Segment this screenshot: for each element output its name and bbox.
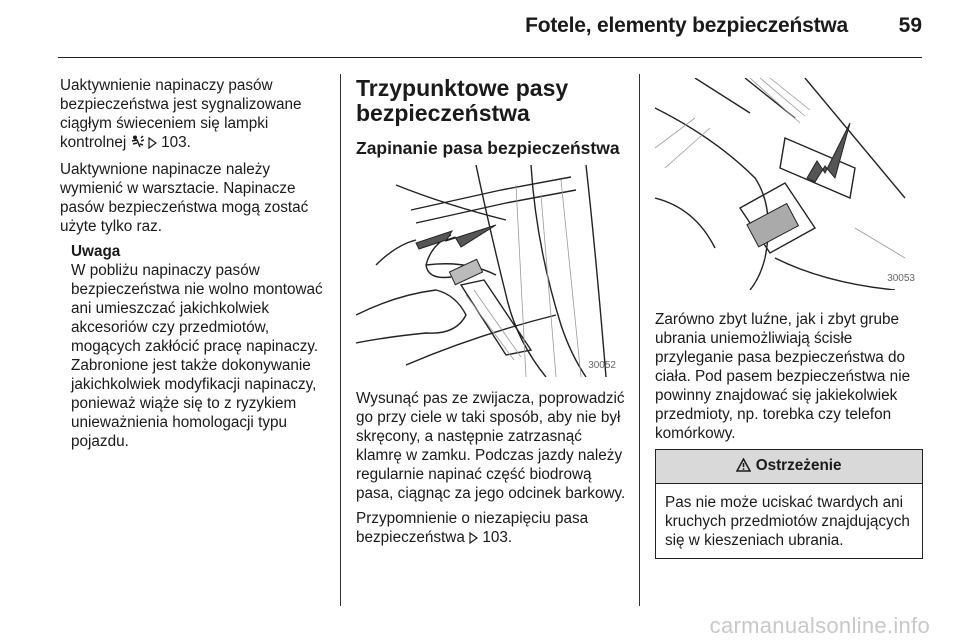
seatbelt-buckle-illustration [655,78,919,290]
watermark-text: carmanualsonline.info [709,613,930,638]
page-reference-arrow-icon [469,530,478,549]
note-block [71,242,330,451]
paragraph [356,509,626,549]
page-reference: 103. [161,134,191,151]
page-number: 59 [898,14,922,37]
warning-header [656,450,922,484]
figure-code: 30052 [588,360,616,371]
header-rule [58,57,922,58]
page-reference: 103. [482,529,513,546]
section-title: Trzypunktowe pasy bezpieczeństwa [356,75,569,126]
paragraph: Wysunąć pas ze zwijacza, poprowadzić go przy ciele w taki sposób, aby nie był skręcony, a następnie zatrzasnąć klamrę w zamku. Podczas jazdy należy regularnie napinać część biodrową pasa, ciągnąc za jego odcinek barkowy. [356,390,626,502]
figure-fastening-seatbelt [356,165,620,377]
warning-box [655,449,923,559]
warning-title: Ostrzeżenie [755,457,842,474]
column-2 [356,76,626,555]
note-text: W pobliżu napinaczy pasów bezpieczeństwa nie wolno montować ani umieszczać jakichkolwiek akcesoriów czy przedmiotów, mogących zakłócić pracę napinaczy. Zabronione jest także dokonywanie jakichkolwiek modyfikacji napinaczy, ponieważ wiąże się to z ryzykiem unieważnienia homologacji typu pojazdu. [71,262,323,450]
figure-seatbelt-buckle [655,78,919,290]
paragraph: Zarówno zbyt luźne, jak i zbyt grube ubrania uniemożliwiają ścisłe przyleganie pasa bezpieczeństwa do ciała. Pod pasem bezpieczeństwa nie powinny znajdować się jakiekolwiek przedmioty, np. torebka czy telefon komórkowy. [655,311,911,442]
column-1 [60,76,330,451]
page-header-title: Fotele, elementy bezpieczeństwa [525,14,848,37]
subsection-title: Zapinanie pasa bezpieczeństwa [356,138,620,158]
page-reference-arrow-icon [148,135,157,154]
seatbelt-pretensioner-warning-icon [131,135,144,154]
paragraph-text: Uaktywnienie napinaczy pasów bezpieczeństwa jest sygnalizowane ciągłym świeceniem się lampki kontrolnej [60,77,302,151]
figure-code: 30053 [887,273,915,284]
paragraph: Uaktywnione napinacze należy wymienić w warsztacie. Napinacze pasów bezpieczeństwa mogą zostać użyte tylko raz. [60,161,309,235]
note-title: Uwaga [71,243,121,260]
seatbelt-fastening-illustration [356,165,620,377]
warning-text: Pas nie może uciskać twardych ani kruchych przedmiotów znajdujących się w kieszeniach ubrania. [665,494,910,549]
column-divider [639,74,640,606]
column-divider [340,74,341,606]
column-3 [655,76,923,559]
paragraph [60,76,330,154]
paragraph-text: Przypomnienie o niezapięciu pasa bezpieczeństwa [356,510,589,546]
warning-triangle-icon [736,458,751,477]
